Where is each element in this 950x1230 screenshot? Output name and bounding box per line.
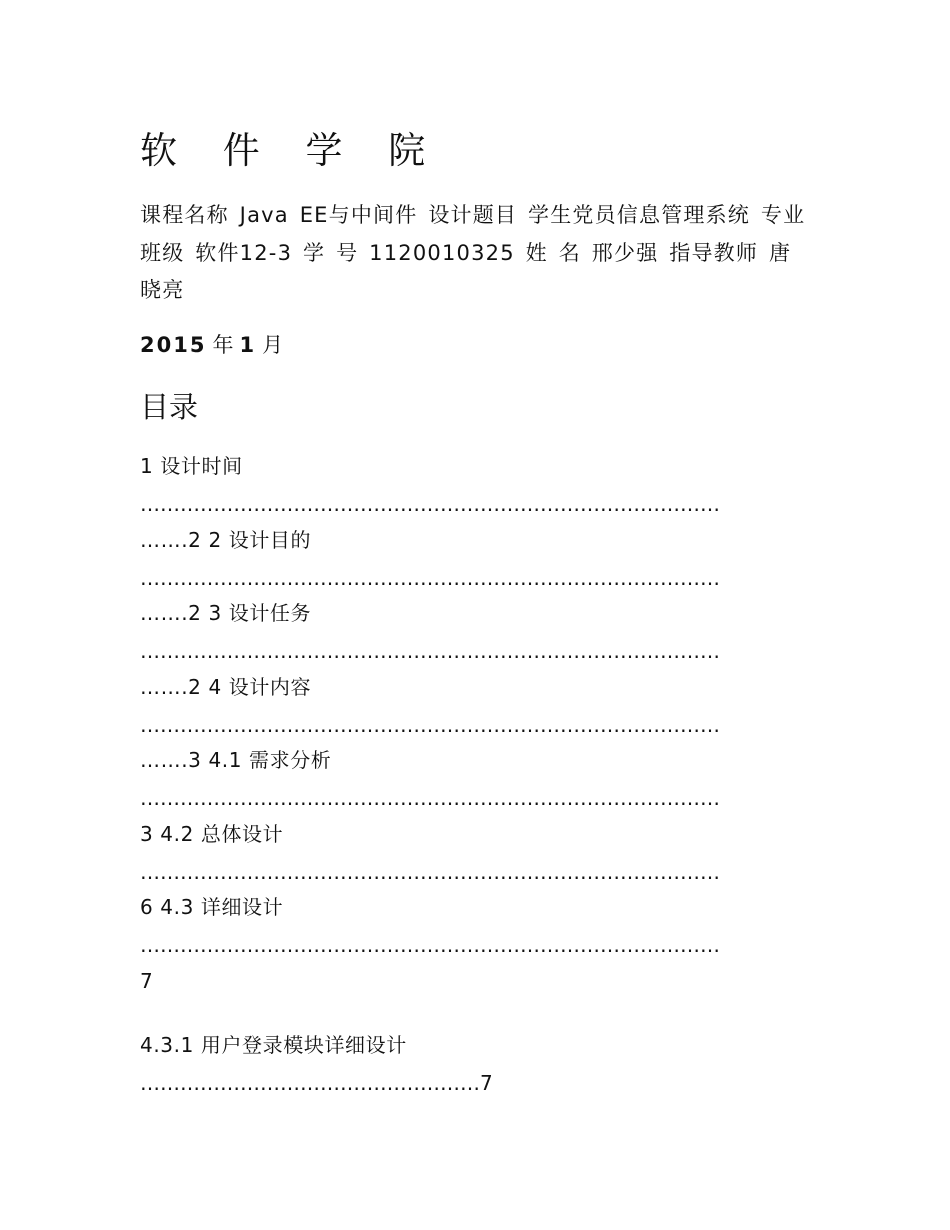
- toc-leader-dots: ……………………………………………7: [140, 1070, 493, 1095]
- toc-entry: [140, 1026, 810, 1100]
- date-year-unit: 年: [212, 333, 234, 357]
- toc-entry-label: 1 设计时间: [140, 454, 243, 478]
- toc-heading: 目录: [140, 390, 199, 424]
- toc-entry-label: 4.3.1 用户登录模块详细设计: [140, 1032, 407, 1057]
- toc-entry: [140, 741, 810, 815]
- date-month-unit: 月: [262, 333, 284, 357]
- toc-entry-label: …….2 4 设计内容: [140, 674, 312, 699]
- toc-leader-dots: ……………………………………………………………………………: [140, 859, 720, 884]
- date-month: 1: [239, 333, 257, 357]
- toc-entry-label: …….3 4.1 需求分析: [140, 748, 332, 772]
- toc-leader-dots: ……………………………………………………………………………: [140, 786, 720, 810]
- toc-leader-dots: ……………………………………………………………………………: [140, 492, 720, 516]
- toc-entry: [140, 815, 810, 889]
- toc-leader-dots: ……………………………………………………………………………: [140, 639, 720, 663]
- course-info: 课程名称 Java EE与中间件 设计题目 学生党员信息管理系统 专业班级 软件12-3 学 号 1120010325 姓 名 邢少强 指导教师 唐晓亮: [140, 203, 806, 302]
- toc-entry-label: 6 4.3 详细设计: [140, 895, 284, 919]
- school-title: 软 件 学 院: [140, 129, 443, 172]
- toc-leader-dots: ……………………………………………………………………………: [140, 565, 720, 590]
- document-date: [140, 326, 289, 364]
- toc-entry: [140, 594, 810, 668]
- toc-entry: [140, 521, 810, 595]
- toc-leader-dots: ……………………………………………………………………………: [140, 712, 720, 737]
- toc-entry-page-number: 7: [140, 968, 154, 993]
- toc-entry: [140, 888, 810, 962]
- toc-entry: [140, 668, 810, 742]
- date-year: 2015: [140, 333, 207, 357]
- toc-entry-label: …….2 2 设计目的: [140, 527, 312, 552]
- toc-leader-dots: ……………………………………………………………………………: [140, 933, 720, 957]
- toc-entry: [140, 447, 810, 521]
- toc-entry-label: …….2 3 设计任务: [140, 601, 312, 625]
- toc-entry-label: 3 4.2 总体设计: [140, 821, 284, 846]
- table-of-contents: [140, 447, 810, 1099]
- toc-entry: [140, 962, 810, 1002]
